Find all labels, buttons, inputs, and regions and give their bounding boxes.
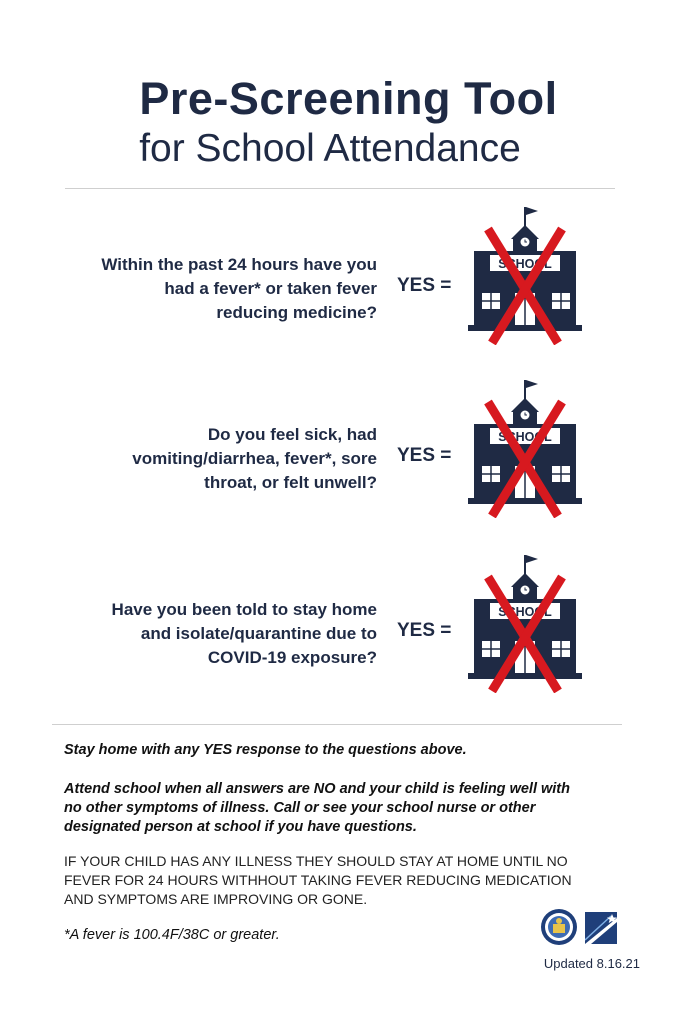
page-subtitle: for School Attendance	[139, 127, 521, 170]
question-text	[57, 598, 377, 670]
question-line: Do you feel sick, had	[207, 425, 377, 444]
attend-line: no other symptoms of illness. Call or see your school nurse or other	[64, 800, 536, 816]
illness-line: IF YOUR CHILD HAS ANY ILLNESS THEY SHOULD STAY AT HOME UNTIL NO	[64, 853, 568, 869]
question-row	[0, 205, 697, 345]
question-line: reducing medicine?	[216, 303, 377, 322]
question-line: vomiting/diarrhea, fever*, sore	[132, 449, 377, 468]
school-sign-text: SCHOOL	[498, 430, 552, 444]
question-text	[57, 253, 377, 325]
question-line: had a fever* or taken fever	[164, 279, 377, 298]
school-sign-text: SCHOOL	[498, 257, 552, 271]
fever-definition-text: *A fever is 100.4F/38C or greater.	[64, 927, 280, 943]
notes-divider	[52, 724, 622, 725]
yes-label: YES =	[397, 275, 452, 296]
stay-home-text: Stay home with any YES response to the questions above.	[64, 742, 467, 758]
attend-line: Attend school when all answers are NO and your child is feeling well with	[64, 781, 570, 797]
question-row	[0, 378, 697, 518]
school-crossed-out-icon	[466, 205, 584, 345]
page-title: Pre-Screening Tool	[139, 73, 558, 124]
header-divider	[65, 188, 615, 189]
notes-illness	[64, 852, 634, 909]
notes-attend	[64, 780, 634, 837]
school-crossed-out-icon	[466, 553, 584, 693]
notes-stay-home	[64, 741, 634, 760]
attend-line: designated person at school if you have questions.	[64, 819, 417, 835]
school-sign-text: SCHOOL	[498, 605, 552, 619]
yes-label: YES =	[397, 620, 452, 641]
question-line: and isolate/quarantine due to	[140, 624, 377, 643]
state-seal-logo	[540, 908, 578, 946]
illness-line: AND SYMPTOMS ARE IMPROVING OR GONE.	[64, 891, 368, 907]
question-line: COVID-19 exposure?	[207, 648, 377, 667]
updated-date: Updated 8.16.21	[543, 956, 640, 971]
school-crossed-out-icon	[466, 378, 584, 518]
question-line: Within the past 24 hours have you	[101, 255, 377, 274]
yes-label: YES =	[397, 445, 452, 466]
question-row	[0, 553, 697, 693]
question-line: throat, or felt unwell?	[204, 473, 377, 492]
question-line: Have you been told to stay home	[111, 600, 377, 619]
question-text	[57, 423, 377, 495]
department-logo	[585, 912, 617, 944]
illness-line: FEVER FOR 24 HOURS WITHHOUT TAKING FEVER REDUCING MEDICATION	[64, 872, 572, 888]
